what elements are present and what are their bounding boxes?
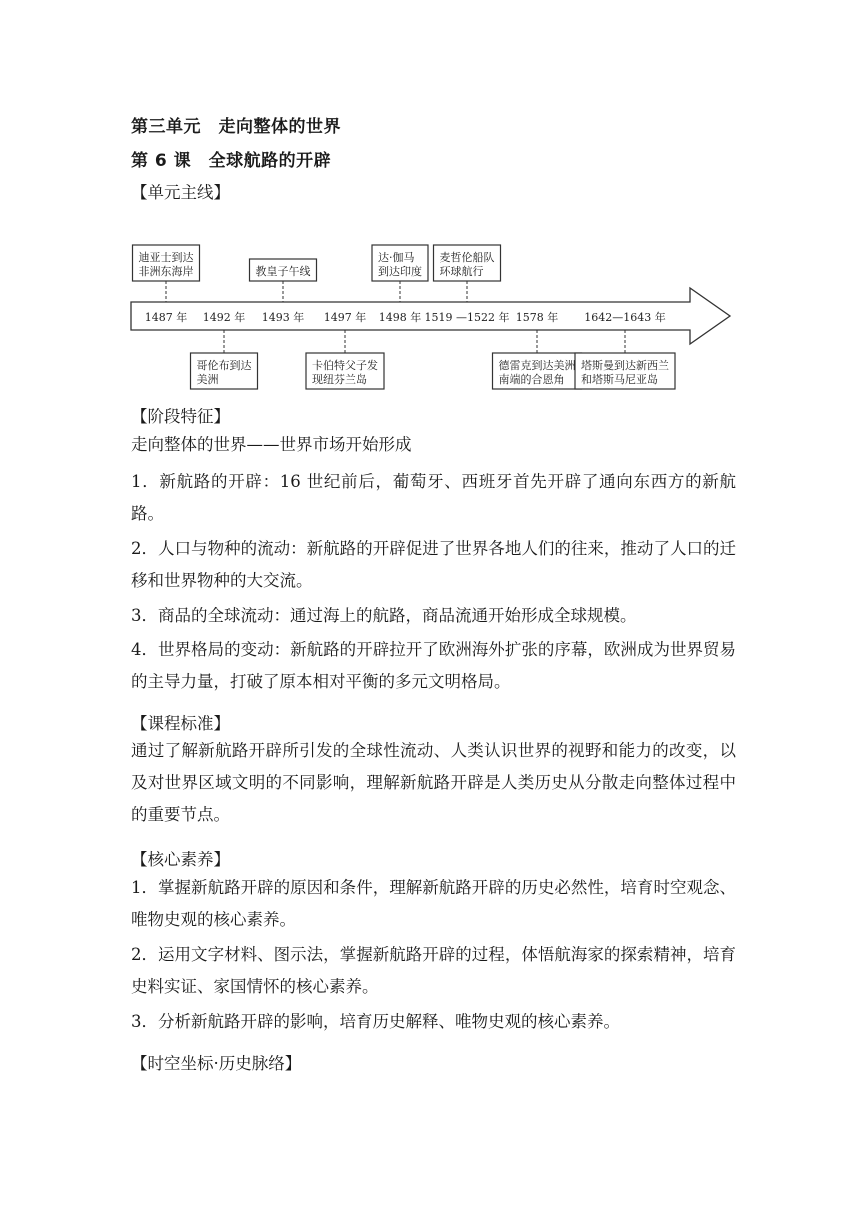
timeline-year: 1642—1643 年 <box>584 311 666 324</box>
section-spacetime: 【时空坐标·历史脉络】 <box>131 1054 302 1073</box>
timeline-year: 1519 —1522 年 <box>424 311 510 324</box>
timeline-event <box>250 259 317 302</box>
timeline-event <box>372 245 428 302</box>
timeline-event <box>493 330 582 389</box>
timeline-year: 1578 年 <box>515 311 559 324</box>
stage-item-1: 1．新航路的开辟：16 世纪前后，葡萄牙、西班牙首先开辟了通向东西方的新航路。 <box>131 472 736 523</box>
timeline-event-label: 达·伽马 <box>378 251 415 264</box>
curriculum-text: 通过了解新航路开辟所引发的全球性流动、人类认识世界的视野和能力的改变，以及对世界区域文明的不同影响，理解新航路开辟是人类历史从分散走向整体过程中的重要节点。 <box>131 741 736 824</box>
timeline-year: 1492 年 <box>202 311 246 324</box>
timeline-event-label: 卡伯特父子发 <box>312 359 378 372</box>
timeline-year: 1493 年 <box>261 311 305 324</box>
timeline-event <box>434 245 501 302</box>
timeline-event-label: 现纽芬兰岛 <box>312 373 367 386</box>
stage-item-2: 2．人口与物种的流动：新航路的开辟促进了世界各地人们的往来，推动了人口的迁移和世界物种的大交流。 <box>131 539 736 590</box>
stage-intro: 走向整体的世界——世界市场开始形成 <box>131 435 412 454</box>
stage-item-3: 3．商品的全球流动：通过海上的航路，商品流通开始形成全球规模。 <box>131 606 637 625</box>
timeline-event <box>133 245 200 302</box>
lesson-title: 第 6 课 全球航路的开辟 <box>131 151 332 171</box>
unit-title: 第三单元 走向整体的世界 <box>131 117 341 137</box>
section-curriculum: 【课程标准】 <box>131 714 230 733</box>
timeline-year: 1498 年 <box>378 311 422 324</box>
timeline-year: 1497 年 <box>323 311 367 324</box>
timeline-event-label: 环球航行 <box>439 265 484 278</box>
timeline-event-label: 教皇子午线 <box>255 265 311 278</box>
core-item-3: 3．分析新航路开辟的影响，培育历史解释、唯物史观的核心素养。 <box>131 1012 620 1031</box>
timeline-event-label: 非洲东海岸 <box>138 265 194 278</box>
timeline-diagram <box>0 0 860 400</box>
timeline-event-label: 麦哲伦船队 <box>439 251 495 264</box>
timeline-event-label: 和塔斯马尼亚岛 <box>581 373 658 386</box>
timeline-event-label: 南端的合恩角 <box>498 373 565 386</box>
section-core-literacy: 【核心素养】 <box>131 850 230 869</box>
timeline-event <box>575 330 675 389</box>
timeline-event-label: 塔斯曼到达新西兰 <box>581 359 669 372</box>
timeline-event-label: 迪亚士到达 <box>138 251 194 264</box>
section-main-line: 【单元主线】 <box>131 183 230 202</box>
core-item-1: 1．掌握新航路开辟的原因和条件，理解新航路开辟的历史必然性，培育时空观念、唯物史观的核心素养。 <box>131 878 736 929</box>
section-stage-features: 【阶段特征】 <box>131 407 230 426</box>
timeline-event-label: 美洲 <box>196 373 219 386</box>
timeline-event-label: 德雷克到达美洲 <box>498 359 576 372</box>
timeline-event <box>191 330 258 389</box>
timeline-event <box>306 330 384 389</box>
stage-item-4: 4．世界格局的变动：新航路的开辟拉开了欧洲海外扩张的序幕，欧洲成为世界贸易的主导力量，打破了原本相对平衡的多元文明格局。 <box>131 640 736 691</box>
core-item-2: 2．运用文字材料、图示法，掌握新航路开辟的过程，体悟航海家的探索精神，培育史料实证、家国情怀的核心素养。 <box>131 945 736 996</box>
timeline-event-label: 哥伦布到达 <box>196 359 252 372</box>
timeline-year: 1487 年 <box>144 311 188 324</box>
timeline-event-label: 到达印度 <box>378 265 422 278</box>
